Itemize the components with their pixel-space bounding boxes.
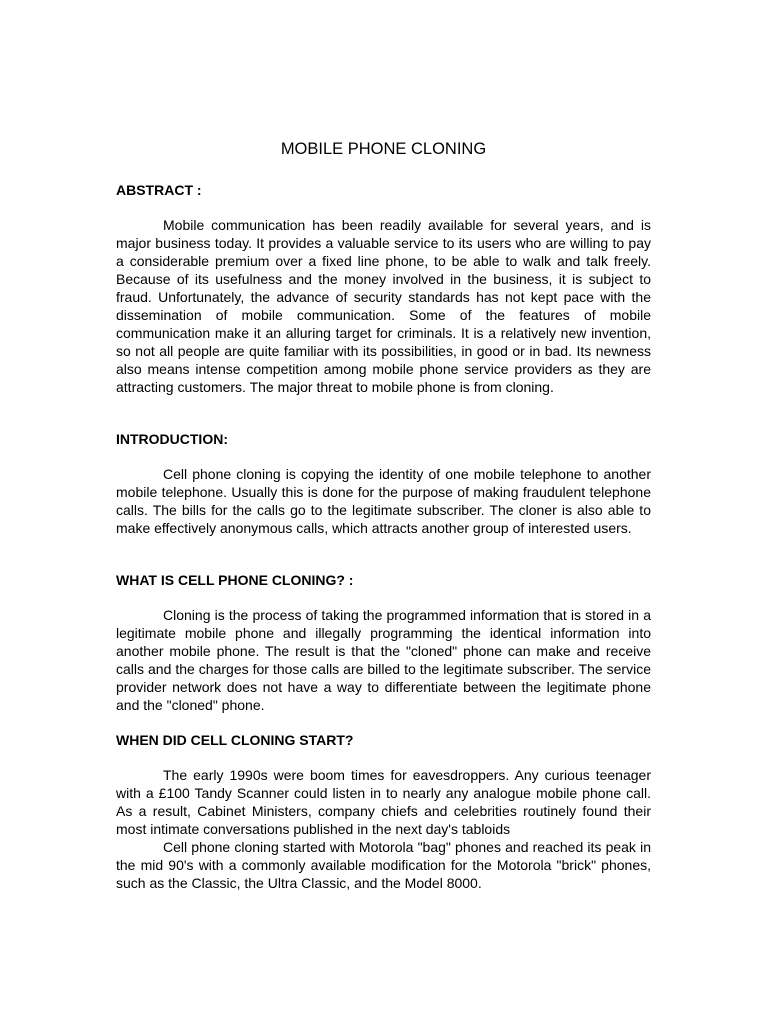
introduction-paragraph: Cell phone cloning is copying the identity of one mobile telephone to another mobile telephone. Usually this is done for the purpose of making fraudulent telephone calls. The bills for the calls go to the legitimate subscriber. The cloner is also able to make effectively anonymous calls, which attracts another group of interested users. — [116, 466, 651, 536]
when-did-cloning-start-paragraph-1: The early 1990s were boom times for eavesdroppers. Any curious teenager with a £100 Tandy Scanner could listen in to nearly any analogue mobile phone call. As a result, Cabinet Ministers, company chiefs and celebrities routinely found their most intimate conversations published in the next day's tabloids — [116, 767, 651, 837]
what-is-cloning-heading: WHAT IS CELL PHONE CLONING? : — [116, 572, 354, 588]
abstract-paragraph: Mobile communication has been readily available for several years, and is major business today. It provides a valuable service to its users who are willing to pay a considerable premium over a fixed line phone, to be able to walk and talk freely. Because of its usefulness and the money involved in the business, it is subject to fraud. Unfortunately, the advance of security standards has not kept pace with the dissemination of mobile communication. Some of the features of mobile communication make it an alluring target for criminals. It is a relatively new invention, so not all people are quite familiar with its possibilities, in good or in bad. Its newness also means intense competition among mobile phone service providers as they are attracting customers. The major threat to mobile phone is from cloning. — [116, 217, 651, 395]
when-did-cloning-start-heading: WHEN DID CELL CLONING START? — [116, 732, 354, 748]
abstract-heading: ABSTRACT : — [116, 182, 202, 198]
what-is-cloning-paragraph: Cloning is the process of taking the programmed information that is stored in a legitimate mobile phone and illegally programming the identical information into another mobile phone. The result is that the "cloned" phone can make and receive calls and the charges for those calls are billed to the legitimate subscriber. The service provider network does not have a way to differentiate between the legitimate phone and the "cloned" phone. — [116, 607, 651, 713]
document-page — [116, 139, 651, 892]
when-did-cloning-start-paragraph-2: Cell phone cloning started with Motorola "bag" phones and reached its peak in the mid 90's with a commonly available modification for the Motorola "brick" phones, such as the Classic, the Ultra Classic, and the Model 8000. — [116, 839, 651, 891]
introduction-heading: INTRODUCTION: — [116, 431, 228, 447]
document-title: MOBILE PHONE CLONING — [280, 140, 487, 158]
